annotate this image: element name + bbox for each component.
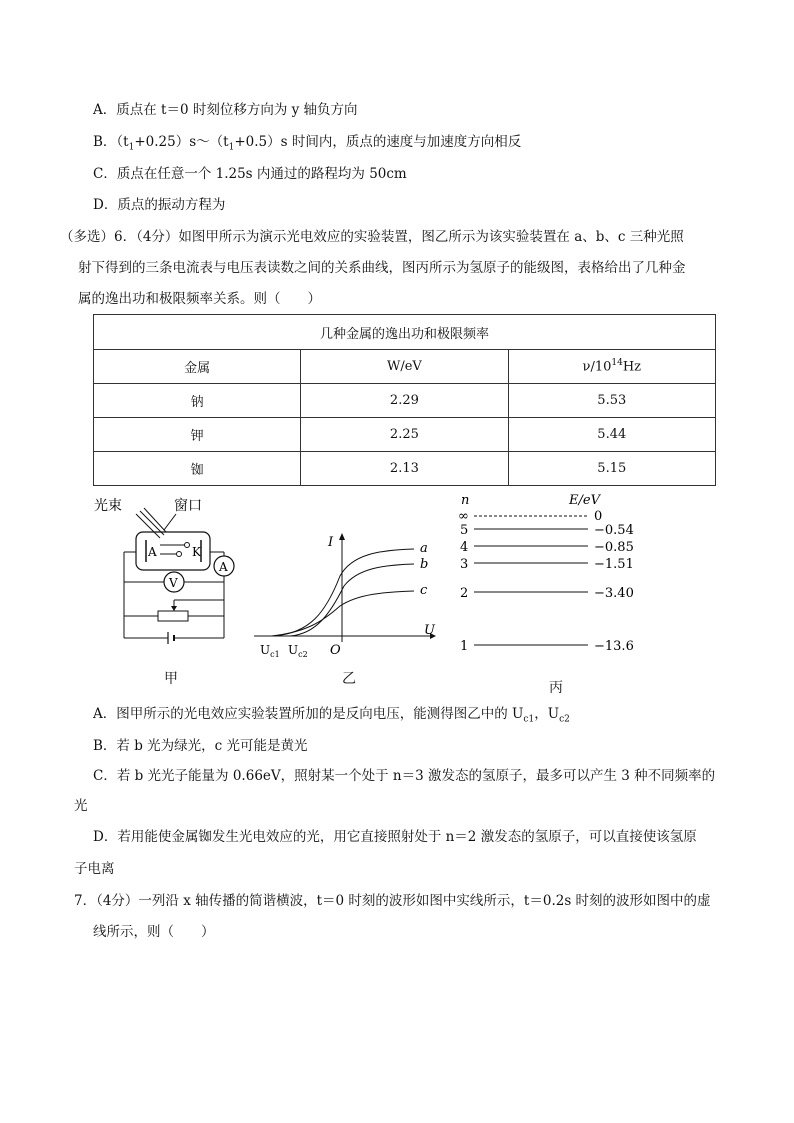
level-e-2: −3.40 <box>594 586 634 601</box>
table-title: 几种金属的逸出功和极限频率 <box>94 315 716 350</box>
level-n-1: 1 <box>460 639 469 654</box>
figure-jia-caption: 甲 <box>164 671 178 687</box>
level-n-3: 3 <box>460 557 469 572</box>
uc1-main: U <box>260 643 271 657</box>
slider-arrow <box>171 606 177 611</box>
uc2-sub: c2 <box>298 650 308 659</box>
figure-bing-energy-levels <box>450 490 650 665</box>
curve-a-label: a <box>420 541 428 556</box>
electron-1 <box>185 543 190 548</box>
q6-option-a-mid: ，U <box>534 706 560 722</box>
table-row <box>94 452 716 486</box>
table-cell: 2.29 <box>301 384 508 418</box>
level-e-1: −13.6 <box>594 639 634 654</box>
q6-option-d-line-1: D．若用能使金属铷发生光电效应的光，用它直接照射处于 n＝2 激发态的氢原子，可以直接使该氢原 <box>93 829 697 845</box>
q6-option-a-sub-2: c2 <box>559 714 570 725</box>
table-cell: 钾 <box>94 418 301 452</box>
level-e-3: −1.51 <box>594 557 634 572</box>
cathode-label: K <box>192 545 201 559</box>
e-label-text: E/eV <box>569 493 600 508</box>
table-row <box>94 418 716 452</box>
table-cell: 铷 <box>94 452 301 486</box>
uc1-sub: c1 <box>270 650 280 659</box>
level-n-2: 2 <box>460 586 469 601</box>
table-header-frequency <box>508 350 715 384</box>
question-7-line-2: 线所示，则（ ） <box>93 924 215 940</box>
table-cell: 钠 <box>94 384 301 418</box>
question-6-line-1: （多选）6．（4分）如图甲所示为演示光电效应的实验装置，图乙所示为该实验装置在 a、b、c 三种光照 <box>60 229 684 245</box>
table-header-metal: 金属 <box>94 350 301 384</box>
voltmeter-label: V <box>169 576 178 590</box>
level-e-inf: 0 <box>594 509 603 524</box>
curve-c <box>272 591 414 636</box>
beam-line-3 <box>144 508 166 532</box>
q6-option-a-sub-1: c1 <box>523 714 535 725</box>
option-b-text-3: +0.5）s 时间内，质点的速度与加速度方向相反 <box>234 134 522 150</box>
table-cell: 5.15 <box>508 452 715 486</box>
table-cell: 2.25 <box>301 418 508 452</box>
option-b-sub-2: 1 <box>228 142 235 153</box>
n-label: n <box>461 493 470 508</box>
q6-option-c-line-2: 光 <box>74 798 88 814</box>
option-a-prev: A．质点在 t＝0 时刻位移方向为 y 轴负方向 <box>93 102 358 118</box>
figure-yi-caption: 乙 <box>342 671 356 687</box>
level-n-5: 5 <box>460 523 469 538</box>
q6-option-a-text: A．图甲所示的光电效应实验装置所加的是反向电压，能测得图乙中的 U <box>93 706 524 722</box>
uc2-main: U <box>288 643 299 657</box>
table-header-frequency-exp: 14 <box>611 358 623 369</box>
table-header-frequency-base: ν/10 <box>582 359 612 375</box>
q6-option-c-line-1: C．若 b 光光子能量为 0.66eV，照射某一个处于 n＝3 激发态的氢原子，最多可以产生 3 种不同频率的 <box>93 768 716 784</box>
figure-bing-caption: 丙 <box>549 680 563 696</box>
window-label: 窗口 <box>174 498 202 514</box>
curve-c-label: c <box>420 583 428 598</box>
question-7-line-1: 7．（4分）一列沿 x 轴传播的简谐横波，t＝0 时刻的波形如图中实线所示，t＝0.2s 时刻的波形如图中的虚 <box>74 893 711 909</box>
curve-b-label: b <box>420 557 429 572</box>
window-pointer <box>164 514 176 530</box>
table-cell: 5.53 <box>508 384 715 418</box>
q6-option-a <box>93 705 570 729</box>
level-n-inf: ∞ <box>458 509 469 524</box>
uc2-label <box>288 643 308 659</box>
origin-label: O <box>330 643 341 658</box>
q6-option-b: B．若 b 光为绿光，c 光可能是黄光 <box>93 738 308 754</box>
option-d-prev: D．质点的振动方程为 <box>93 197 226 213</box>
option-b-text-1: B．（t <box>93 134 129 150</box>
q6-option-d-line-2: 子电离 <box>74 861 115 877</box>
table-cell: 5.44 <box>508 418 715 452</box>
e-label <box>568 493 602 508</box>
level-e-4: −0.85 <box>594 540 634 555</box>
table-row <box>94 384 716 418</box>
uc1-label <box>260 643 280 659</box>
figure-jia-circuit <box>88 492 248 652</box>
question-6-line-3: 属的逸出功和极限频率关系。则（ ） <box>78 291 321 307</box>
y-axis-arrow <box>339 533 345 540</box>
y-axis-label: I <box>328 535 334 550</box>
table-cell: 2.13 <box>301 452 508 486</box>
x-axis-label: U <box>424 623 435 638</box>
beam-label: 光束 <box>94 498 122 514</box>
question-6-line-2: 射下得到的三条电流表与电压表读数之间的关系曲线，图丙所示为氢原子的能级图，表格给出了几种金 <box>78 260 686 276</box>
electron-2 <box>177 552 182 557</box>
figure-yi-iu-curves <box>250 530 440 665</box>
option-b-sub-1: 1 <box>128 142 135 153</box>
ammeter-label: A <box>219 560 228 574</box>
beam-line <box>136 514 160 538</box>
option-b-prev <box>93 133 521 157</box>
level-e-5: −0.54 <box>594 523 634 538</box>
anode-label: A <box>148 545 157 559</box>
rheostat <box>158 611 188 621</box>
level-n-4: 4 <box>460 540 469 555</box>
metals-table <box>93 314 716 486</box>
option-b-text-2: +0.25）s～（t <box>134 134 229 150</box>
table-header-frequency-unit: Hz <box>622 359 642 375</box>
table-header-work-function: W/eV <box>301 350 508 384</box>
option-c-prev: C．质点在任意一个 1.25s 内通过的路程均为 50cm <box>93 166 407 182</box>
